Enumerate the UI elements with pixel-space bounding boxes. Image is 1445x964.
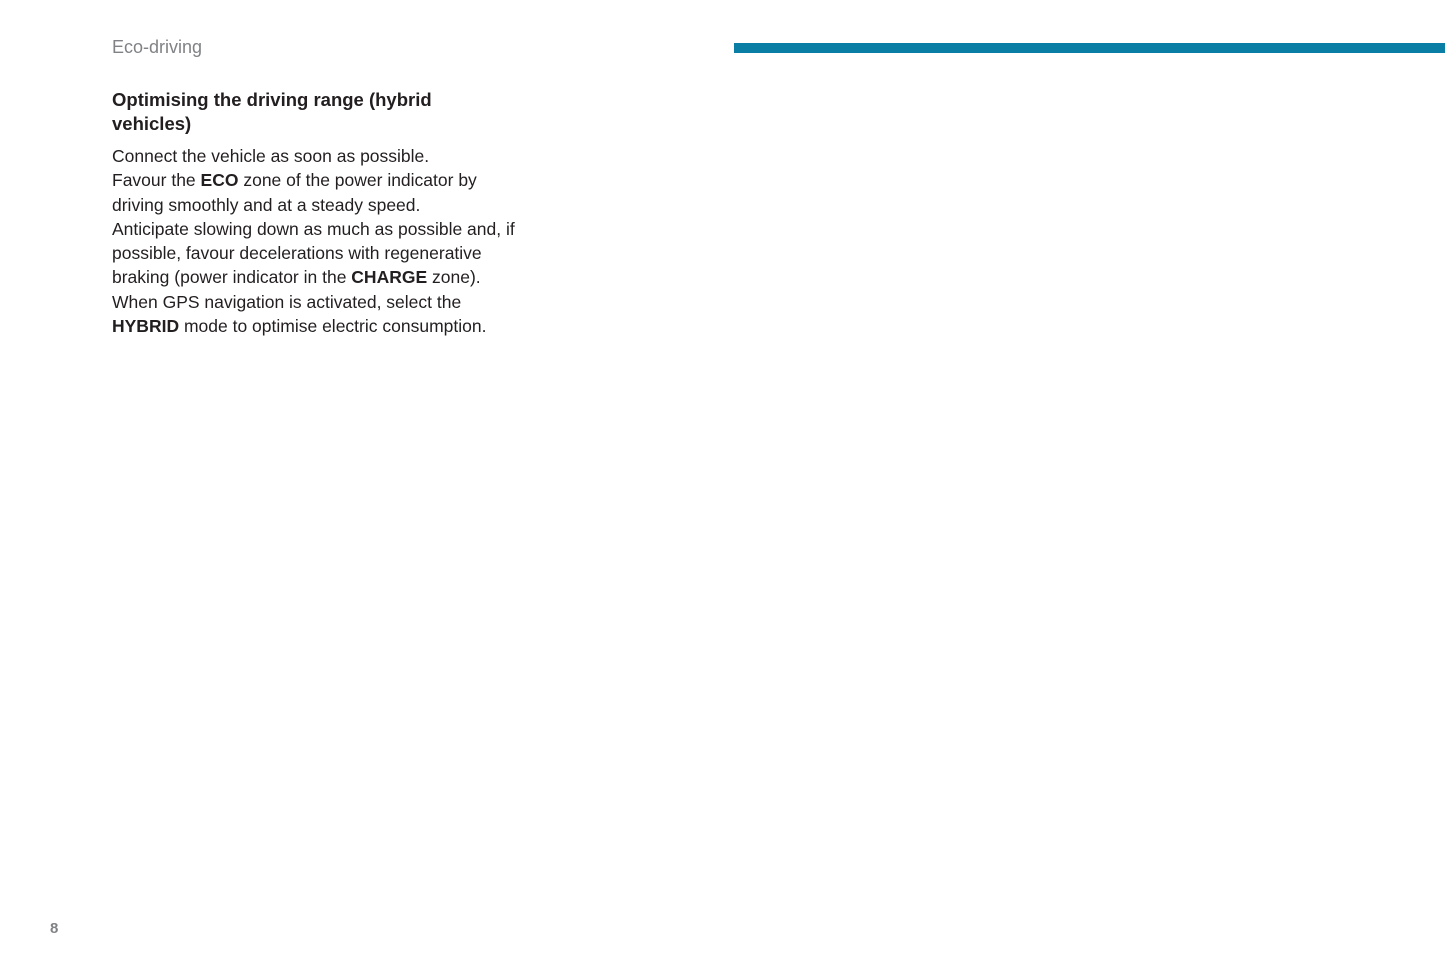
anticipate-text-before: Anticipate slowing down as much as possible and, if possible, favour decelerations with regenerative braking (power indicator in the [112,218,515,288]
eco-text-after: zone of the power indicator by driving smoothly and at a steady speed. [112,170,477,215]
page-number: 8 [50,920,59,937]
section-title: Optimising the driving range (hybrid vehicles) [112,89,432,134]
anticipate-text-after: zone). [427,267,481,288]
charge-keyword: CHARGE [351,267,428,288]
section-body [112,144,532,338]
paragraph-anticipate [112,217,532,290]
running-header: Eco-driving [112,37,203,57]
gps-text-after: mode to optimise electric consumption. [179,316,487,337]
paragraph-eco-zone [112,168,532,217]
hybrid-keyword: HYBRID [112,316,180,337]
paragraph-gps [112,290,532,339]
section-content [112,88,532,338]
header-accent-bar [734,43,1445,53]
eco-keyword: ECO [200,170,239,191]
gps-text-before: When GPS navigation is activated, select the [112,291,462,312]
eco-text-before: Favour the [112,170,201,191]
paragraph-connect: Connect the vehicle as soon as possible. [112,146,430,166]
